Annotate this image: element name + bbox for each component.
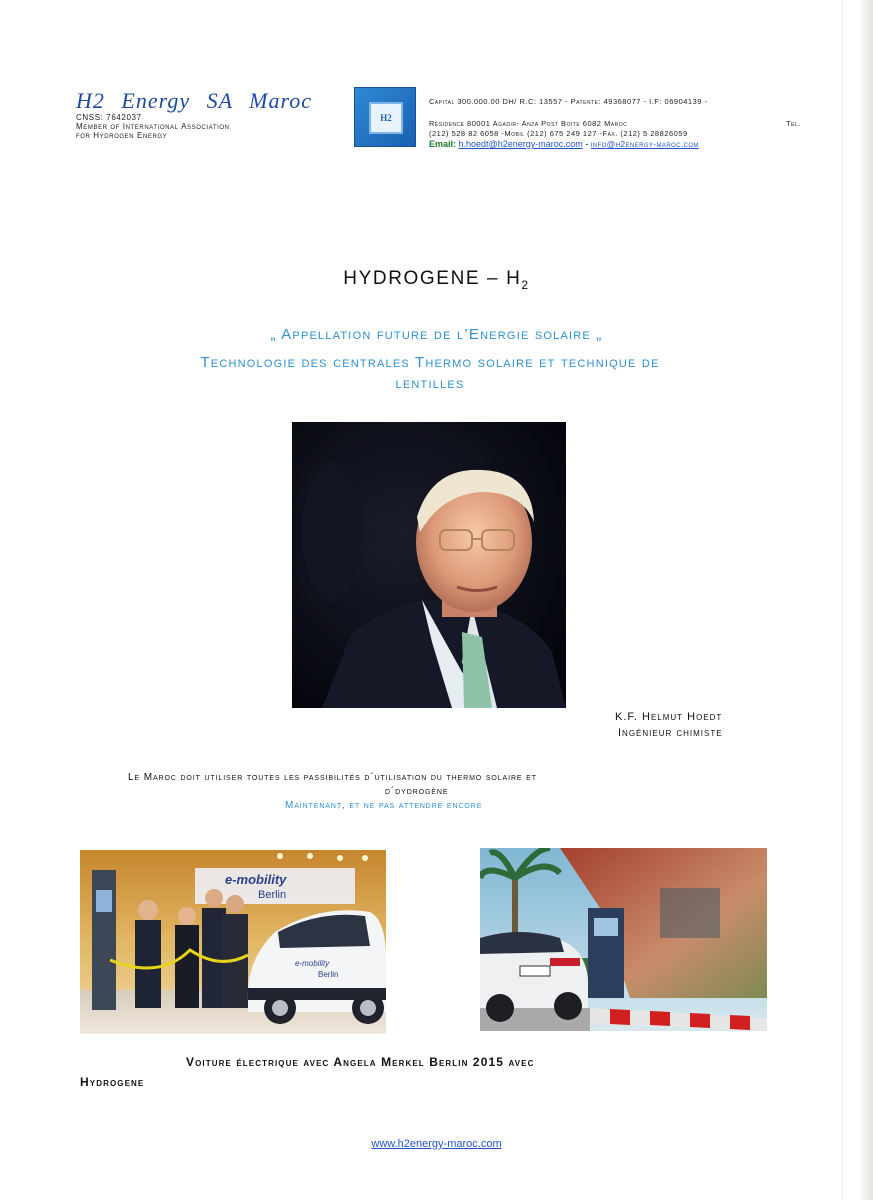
logo-text: H2 (380, 113, 392, 123)
merkel-ev-illustration (80, 850, 386, 1034)
car-text-line2: Berlin (318, 970, 339, 979)
car-text-line1: e-mobility (295, 959, 330, 968)
merkel-ev-photo (80, 850, 386, 1034)
title-subscript: 2 (521, 277, 530, 292)
paper-edge (859, 0, 873, 1200)
hydrogen-car-photo (480, 848, 767, 1031)
email-row (429, 139, 699, 149)
subtitle-line-1: „ Appellation future de l’Energie solaire „ (270, 326, 603, 343)
sign-text-line2: Berlin (258, 889, 287, 901)
paper-edge-line (842, 0, 843, 1200)
cnss-number: CNSS: 7642037 (76, 113, 142, 122)
email-secondary-link[interactable]: info@h2energy-maroc.com (590, 139, 699, 149)
statement-line-2: d´dydrogène (385, 786, 449, 797)
title-main: HYDROGENE – H (343, 268, 522, 289)
portrait-illustration (292, 422, 566, 708)
subtitle-line-2: Technologie des centrales Thermo solaire et technique de (200, 354, 660, 371)
contact-address: Résidence 80001 Agadir- Anza Post Boite 6082 Maroc (429, 119, 628, 128)
website-link[interactable]: www.h2energy-maroc.com (371, 1138, 502, 1150)
subtitle-line-3: lentilles (395, 375, 465, 392)
company-name: H2 Energy SA Maroc (76, 88, 312, 113)
email-separator: - (582, 139, 591, 149)
bottom-caption-line-2: Hydrogene (80, 1075, 145, 1089)
contact-registration: Capital 300.000.00 DH/ R.C: 13557 - Patente: 49368077 - I.F: 06904139 - (429, 97, 708, 106)
statement-line-1: Le Maroc doit utiliser toutes les passibilités d´utilisation du thermo solaire et (128, 772, 537, 783)
bottom-caption-line-1: Voiture électrique avec Angela Merkel Berlin 2015 avec (186, 1055, 535, 1069)
logo-inner (369, 102, 403, 134)
statement-line-3: Maintenant, et ne pas attendre encore (285, 800, 483, 811)
email-label: Email: (429, 139, 457, 149)
company-logo (354, 87, 416, 147)
hydrogen-car-illustration (480, 848, 767, 1031)
portrait-caption-name: K.F. Helmut Hoedt (615, 711, 723, 723)
membership-line-1: Member of International Association (76, 122, 230, 131)
membership-line-2: for Hydrogen Energy (76, 131, 168, 140)
email-primary-link[interactable]: h.hoedt@h2energy-maroc.com (458, 139, 583, 149)
footer (0, 1138, 873, 1150)
contact-tel-label: Tel. (786, 119, 801, 128)
page-title (0, 268, 873, 292)
portrait-photo (292, 422, 566, 708)
portrait-caption-title: Ingénieur chimiste (618, 727, 723, 739)
sign-text-line1: e-mobility (225, 872, 287, 887)
contact-phones: (212) 528 82 6058 -Mobil (212) 675 249 127 -Fax. (212) 5 28826059 (429, 129, 688, 138)
